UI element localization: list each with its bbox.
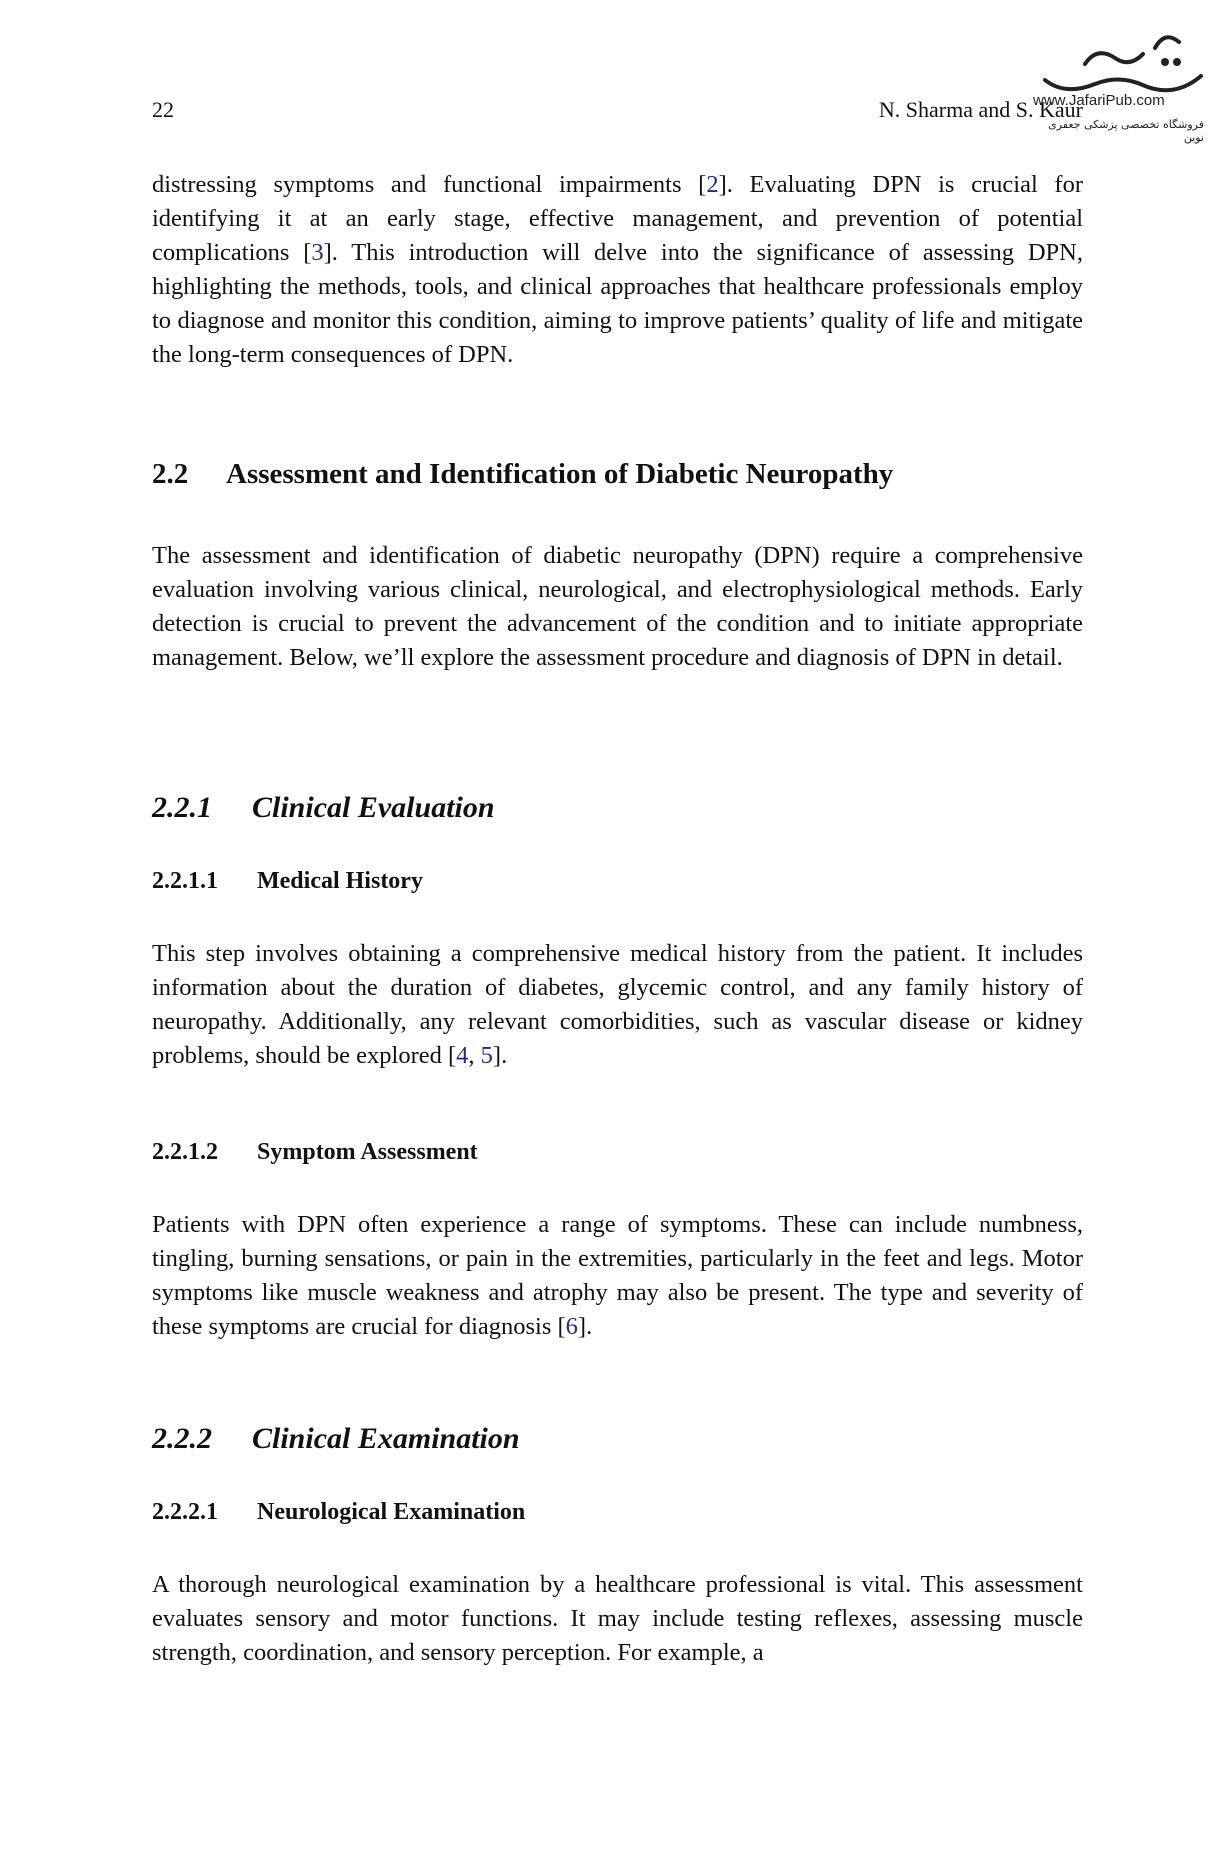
neurological-examination-paragraph: A thorough neurological examination by a healthcare professional is vital. This assessment evaluates sensory and motor functions. It may include testing reflexes, assessing muscle strength, coordination, and sensory perception. For example, a [152,1571,1083,1666]
citation-link[interactable]: 2 [706,171,719,198]
citation-link[interactable]: 6 [565,1313,578,1340]
subsubsection-heading-2-2-2-1: 2.2.2.1 Neurological Examination [152,1499,526,1525]
citation-link[interactable]: 4 [456,1042,469,1069]
citation-link[interactable]: 5 [480,1042,493,1069]
medical-history-paragraph: This step involves obtaining a comprehensive medical history from the patient. It includes information about the duration of diabetes, glycemic control, and any family history of neuropathy. Additionally, any relevant comorbidities, such as vascular disease or kidney problems, should be explored [4, 5]. [152,940,1083,1069]
section-heading-2-2: 2.2 Assessment and Identification of Diabetic Neuropathy [152,458,894,490]
subsubsection-heading-2-2-1-2: 2.2.1.2 Symptom Assessment [152,1139,478,1165]
subsubsection-heading-2-2-1-1: 2.2.1.1 Medical History [152,868,423,894]
intro-paragraph: distressing symptoms and functional impairments [2]. Evaluating DPN is crucial for identifying it at an early stage, effective management, and prevention of potential complications [3]. This introduction will delve into the significance of assessing DPN, highlighting the methods, tools, and clinical approaches that healthcare professionals employ to diagnose and monitor this condition, aiming to improve patients’ quality of life and mitigate the long-term consequences of DPN. [152,171,1083,368]
section-2-2-paragraph: The assessment and identification of diabetic neuropathy (DPN) require a comprehensive evaluation involving various clinical, neurological, and electrophysiological methods. Early detection is crucial to prevent the advancement of the condition and to initiate appropriate management. Below, we’ll explore the assessment procedure and diagnosis of DPN in detail. [152,542,1083,671]
logo-url: www.JafariPub.com [1033,92,1165,109]
symptom-assessment-paragraph: Patients with DPN often experience a range of symptoms. These can include numbness, tingling, burning sensations, or pain in the extremities, particularly in the feet and legs. Motor symptoms like muscle weakness and atrophy may also be present. The type and severity of these symptoms are crucial for diagnosis [6]. [152,1211,1083,1340]
subsection-heading-2-2-2: 2.2.2 Clinical Examination [152,1422,520,1455]
subsection-heading-2-2-1: 2.2.1 Clinical Evaluation [152,791,495,824]
logo-tagline: فروشگاه تخصصی پزشکی جعفری نوین [1048,118,1204,144]
page-number: 22 [152,97,174,122]
citation-link[interactable]: 3 [311,239,324,266]
running-head: N. Sharma and S. Kaur [878,97,1083,122]
